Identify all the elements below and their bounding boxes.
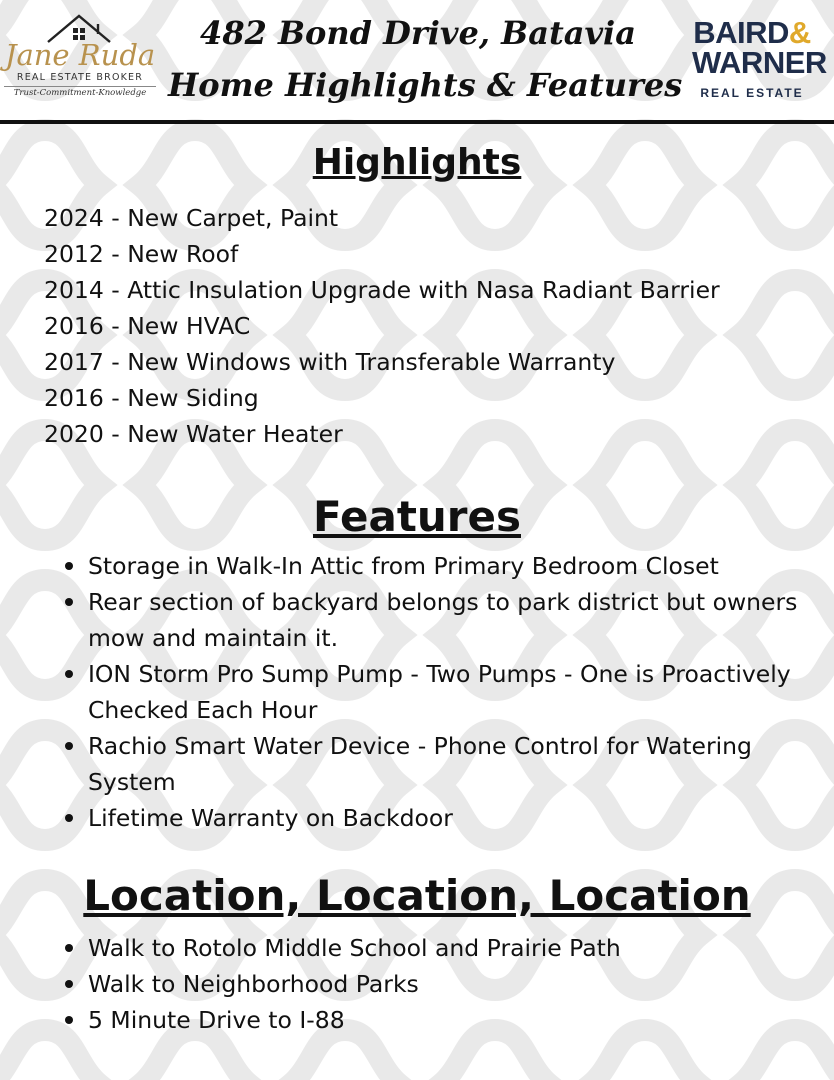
location-heading: Location, Location, Location [83, 871, 751, 920]
highlight-item: 2014 - Attic Insulation Upgrade with Nasa Radiant Barrier [44, 276, 720, 304]
highlights-heading: Highlights [312, 142, 522, 183]
logo-line-1: BAIRD& [693, 15, 811, 50]
feature-item: ION Storm Pro Sump Pump - Two Pumps - One is Proactively Checked Each Hour [88, 656, 808, 728]
page-title-address: 482 Bond Drive, Batavia [200, 14, 636, 52]
location-list [88, 930, 808, 1038]
location-item: Walk to Rotolo Middle School and Prairie Path [88, 930, 808, 966]
highlight-item: 2016 - New HVAC [44, 312, 251, 340]
header-divider [0, 120, 834, 124]
broker-tagline: Trust-Commitment-Knowledge [4, 86, 156, 98]
feature-item: Rear section of backyard belongs to park district but owners mow and maintain it. [88, 584, 808, 656]
feature-item: Storage in Walk-In Attic from Primary Bedroom Closet [88, 548, 808, 584]
highlight-item: 2017 - New Windows with Transferable Warranty [44, 348, 616, 376]
features-heading: Features [313, 492, 521, 541]
highlights-list [44, 200, 720, 452]
features-list [88, 548, 808, 836]
jane-ruda-logo [4, 12, 156, 102]
location-item: 5 Minute Drive to I-88 [88, 1002, 808, 1038]
page-header [0, 0, 834, 120]
baird-warner-logo [692, 15, 827, 108]
logo-line-2: WARNER [692, 45, 827, 80]
highlight-item: 2016 - New Siding [44, 384, 259, 412]
location-item: Walk to Neighborhood Parks [88, 966, 808, 1002]
highlight-item: 2020 - New Water Heater [44, 420, 343, 448]
logo-line-3: REAL ESTATE [700, 86, 804, 100]
highlight-item: 2012 - New Roof [44, 240, 239, 268]
feature-item: Rachio Smart Water Device - Phone Control for Watering System [88, 728, 808, 800]
highlight-item: 2024 - New Carpet, Paint [44, 204, 339, 232]
broker-subtitle: REAL ESTATE BROKER [16, 72, 144, 83]
feature-item: Lifetime Warranty on Backdoor [88, 800, 808, 836]
broker-name: Jane Ruda [4, 38, 156, 72]
page-title-subtitle: Home Highlights & Features [168, 66, 683, 104]
